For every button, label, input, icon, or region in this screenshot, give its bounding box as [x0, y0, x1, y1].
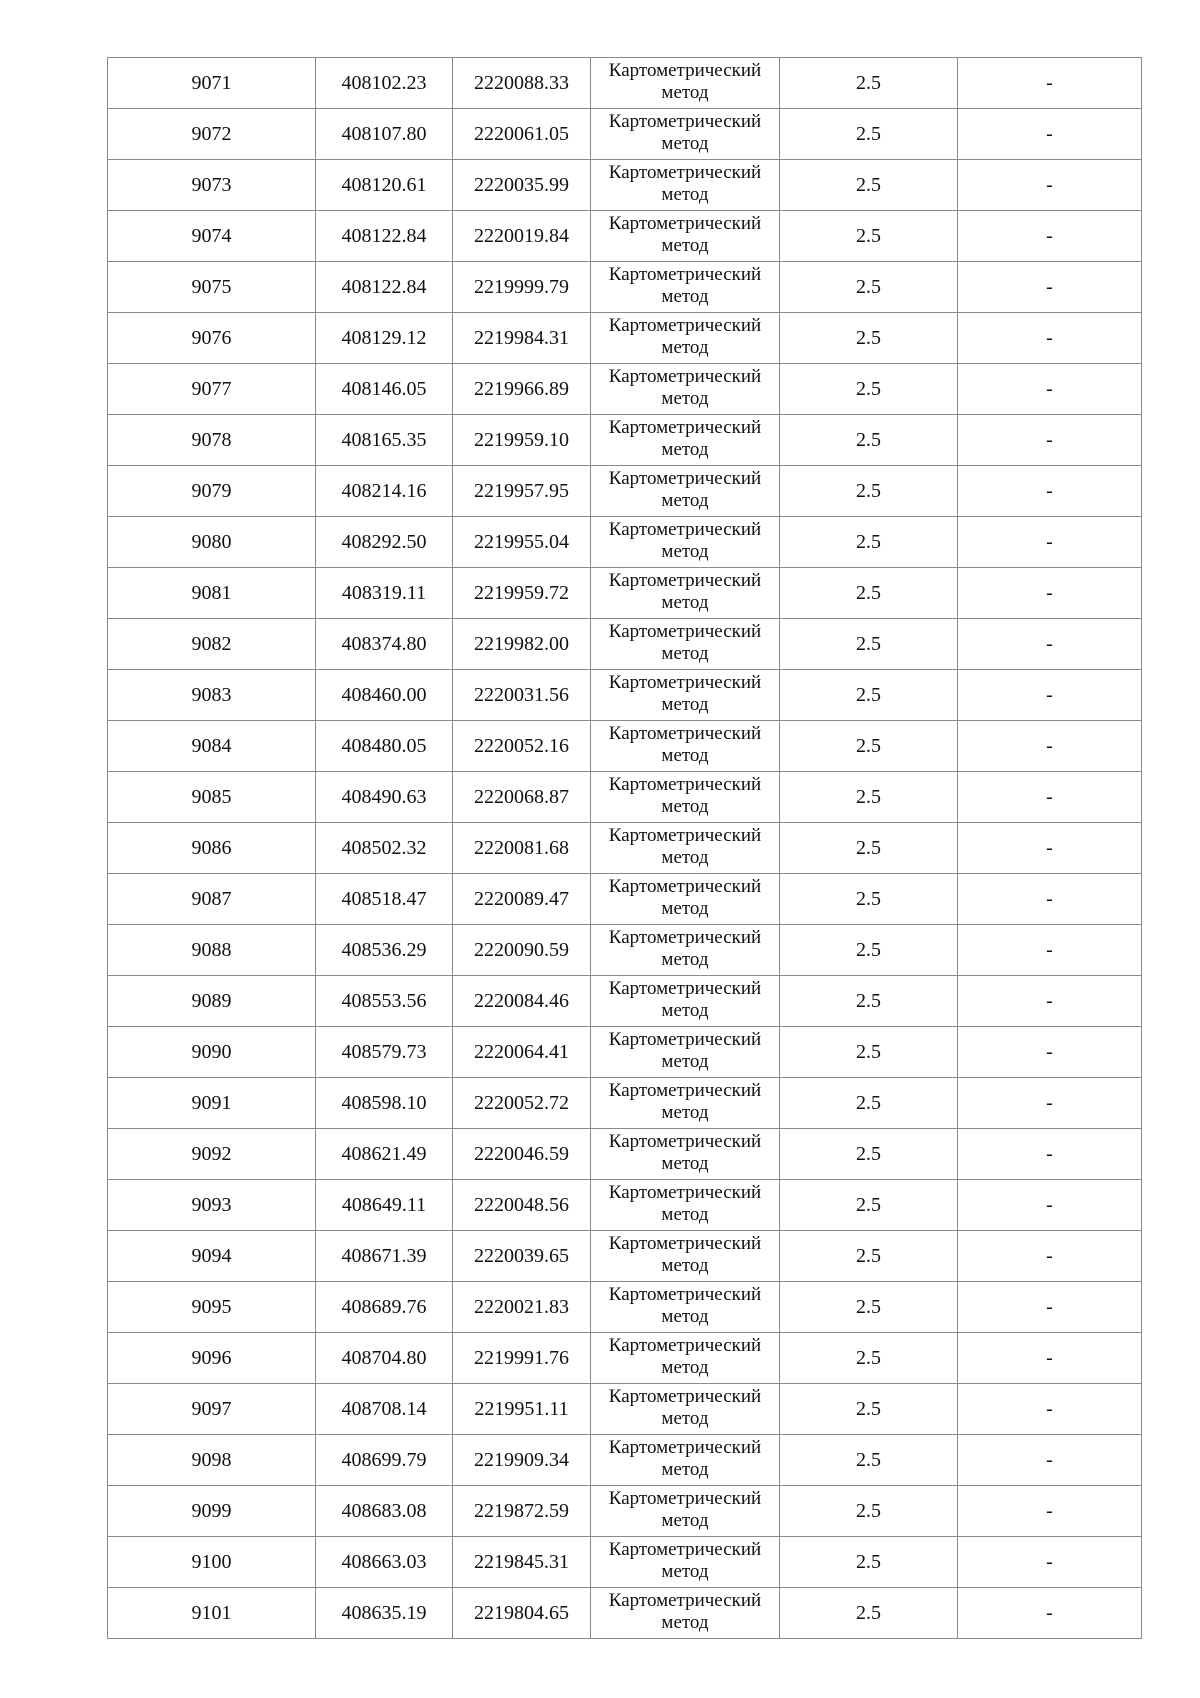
x-coordinate-cell: 408319.11	[316, 568, 453, 619]
method-line-1: Картометрический	[608, 60, 762, 81]
description-cell: -	[958, 313, 1142, 364]
table-row	[108, 874, 1142, 925]
method-line-1: Картометрический	[608, 1182, 762, 1203]
accuracy-cell: 2.5	[780, 1180, 958, 1231]
y-coordinate-cell: 2220090.59	[453, 925, 591, 976]
description-cell: -	[958, 619, 1142, 670]
method-line-1: Картометрический	[608, 621, 762, 642]
method-line-1: Картометрический	[608, 1233, 762, 1254]
point-number-cell: 9078	[108, 415, 316, 466]
description-cell: -	[958, 823, 1142, 874]
accuracy-cell: 2.5	[780, 1231, 958, 1282]
y-coordinate-cell: 2219966.89	[453, 364, 591, 415]
table-row	[108, 466, 1142, 517]
method-line-2: метод	[661, 949, 709, 970]
method-cell	[591, 517, 780, 568]
accuracy-cell: 2.5	[780, 1384, 958, 1435]
accuracy-cell: 2.5	[780, 619, 958, 670]
method-line-1: Картометрический	[608, 1386, 762, 1407]
method-line-2: метод	[661, 898, 709, 919]
y-coordinate-cell: 2220039.65	[453, 1231, 591, 1282]
x-coordinate-cell: 408165.35	[316, 415, 453, 466]
method-line-1: Картометрический	[608, 1080, 762, 1101]
table-row	[108, 823, 1142, 874]
method-line-2: метод	[661, 1612, 709, 1633]
method-cell	[591, 1231, 780, 1282]
accuracy-cell: 2.5	[780, 1027, 958, 1078]
x-coordinate-cell: 408536.29	[316, 925, 453, 976]
x-coordinate-cell: 408374.80	[316, 619, 453, 670]
point-number-cell: 9084	[108, 721, 316, 772]
point-number-cell: 9081	[108, 568, 316, 619]
method-line-2: метод	[661, 184, 709, 205]
point-number-cell: 9077	[108, 364, 316, 415]
accuracy-cell: 2.5	[780, 109, 958, 160]
description-cell: -	[958, 976, 1142, 1027]
accuracy-cell: 2.5	[780, 1333, 958, 1384]
x-coordinate-cell: 408663.03	[316, 1537, 453, 1588]
x-coordinate-cell: 408649.11	[316, 1180, 453, 1231]
point-number-cell: 9096	[108, 1333, 316, 1384]
method-line-1: Картометрический	[608, 723, 762, 744]
table-row	[108, 517, 1142, 568]
method-line-1: Картометрический	[608, 366, 762, 387]
method-line-2: метод	[661, 1204, 709, 1225]
point-number-cell: 9071	[108, 58, 316, 109]
accuracy-cell: 2.5	[780, 772, 958, 823]
method-line-2: метод	[661, 337, 709, 358]
method-line-2: метод	[661, 643, 709, 664]
table-row	[108, 670, 1142, 721]
x-coordinate-cell: 408689.76	[316, 1282, 453, 1333]
method-cell	[591, 1537, 780, 1588]
method-cell	[591, 1333, 780, 1384]
method-line-2: метод	[661, 1357, 709, 1378]
accuracy-cell: 2.5	[780, 58, 958, 109]
x-coordinate-cell: 408704.80	[316, 1333, 453, 1384]
x-coordinate-cell: 408122.84	[316, 211, 453, 262]
description-cell: -	[958, 1282, 1142, 1333]
x-coordinate-cell: 408502.32	[316, 823, 453, 874]
description-cell: -	[958, 1129, 1142, 1180]
accuracy-cell: 2.5	[780, 1129, 958, 1180]
method-cell	[591, 874, 780, 925]
accuracy-cell: 2.5	[780, 823, 958, 874]
method-cell	[591, 568, 780, 619]
method-line-1: Картометрический	[608, 417, 762, 438]
method-line-2: метод	[661, 1051, 709, 1072]
x-coordinate-cell: 408460.00	[316, 670, 453, 721]
table-row	[108, 1333, 1142, 1384]
description-cell: -	[958, 109, 1142, 160]
table-row	[108, 721, 1142, 772]
method-cell	[591, 1078, 780, 1129]
description-cell: -	[958, 1588, 1142, 1639]
description-cell: -	[958, 160, 1142, 211]
point-number-cell: 9080	[108, 517, 316, 568]
y-coordinate-cell: 2220046.59	[453, 1129, 591, 1180]
accuracy-cell: 2.5	[780, 517, 958, 568]
y-coordinate-cell: 2219951.11	[453, 1384, 591, 1435]
method-line-2: метод	[661, 1408, 709, 1429]
x-coordinate-cell: 408214.16	[316, 466, 453, 517]
description-cell: -	[958, 1435, 1142, 1486]
table-row	[108, 1078, 1142, 1129]
accuracy-cell: 2.5	[780, 1537, 958, 1588]
description-cell: -	[958, 1180, 1142, 1231]
y-coordinate-cell: 2219872.59	[453, 1486, 591, 1537]
point-number-cell: 9086	[108, 823, 316, 874]
accuracy-cell: 2.5	[780, 568, 958, 619]
method-cell	[591, 211, 780, 262]
method-cell	[591, 58, 780, 109]
coordinates-table	[107, 57, 1142, 1639]
y-coordinate-cell: 2219957.95	[453, 466, 591, 517]
x-coordinate-cell: 408621.49	[316, 1129, 453, 1180]
table-row	[108, 1435, 1142, 1486]
y-coordinate-cell: 2220019.84	[453, 211, 591, 262]
description-cell: -	[958, 517, 1142, 568]
y-coordinate-cell: 2220084.46	[453, 976, 591, 1027]
method-cell	[591, 772, 780, 823]
table-row	[108, 58, 1142, 109]
method-line-2: метод	[661, 286, 709, 307]
description-cell: -	[958, 1078, 1142, 1129]
point-number-cell: 9099	[108, 1486, 316, 1537]
point-number-cell: 9088	[108, 925, 316, 976]
accuracy-cell: 2.5	[780, 1078, 958, 1129]
table-row	[108, 415, 1142, 466]
method-line-1: Картометрический	[608, 825, 762, 846]
method-line-2: метод	[661, 1510, 709, 1531]
method-cell	[591, 1435, 780, 1486]
y-coordinate-cell: 2219982.00	[453, 619, 591, 670]
method-cell	[591, 1384, 780, 1435]
method-line-1: Картометрический	[608, 162, 762, 183]
y-coordinate-cell: 2220088.33	[453, 58, 591, 109]
y-coordinate-cell: 2219991.76	[453, 1333, 591, 1384]
accuracy-cell: 2.5	[780, 364, 958, 415]
description-cell: -	[958, 466, 1142, 517]
y-coordinate-cell: 2219909.34	[453, 1435, 591, 1486]
table-row	[108, 364, 1142, 415]
y-coordinate-cell: 2220061.05	[453, 109, 591, 160]
method-line-2: метод	[661, 1459, 709, 1480]
table-row	[108, 1537, 1142, 1588]
method-line-1: Картометрический	[608, 1284, 762, 1305]
x-coordinate-cell: 408490.63	[316, 772, 453, 823]
method-cell	[591, 262, 780, 313]
method-cell	[591, 1027, 780, 1078]
y-coordinate-cell: 2219845.31	[453, 1537, 591, 1588]
method-line-2: метод	[661, 1255, 709, 1276]
method-cell	[591, 1486, 780, 1537]
accuracy-cell: 2.5	[780, 874, 958, 925]
point-number-cell: 9092	[108, 1129, 316, 1180]
method-line-1: Картометрический	[608, 1539, 762, 1560]
table-row	[108, 1027, 1142, 1078]
description-cell: -	[958, 415, 1142, 466]
y-coordinate-cell: 2219999.79	[453, 262, 591, 313]
method-line-1: Картометрический	[608, 927, 762, 948]
y-coordinate-cell: 2220089.47	[453, 874, 591, 925]
x-coordinate-cell: 408699.79	[316, 1435, 453, 1486]
accuracy-cell: 2.5	[780, 160, 958, 211]
x-coordinate-cell: 408107.80	[316, 109, 453, 160]
point-number-cell: 9091	[108, 1078, 316, 1129]
method-cell	[591, 415, 780, 466]
y-coordinate-cell: 2220052.16	[453, 721, 591, 772]
x-coordinate-cell: 408292.50	[316, 517, 453, 568]
method-line-2: метод	[661, 490, 709, 511]
x-coordinate-cell: 408579.73	[316, 1027, 453, 1078]
y-coordinate-cell: 2219959.72	[453, 568, 591, 619]
point-number-cell: 9094	[108, 1231, 316, 1282]
point-number-cell: 9074	[108, 211, 316, 262]
method-line-2: метод	[661, 1561, 709, 1582]
y-coordinate-cell: 2220064.41	[453, 1027, 591, 1078]
method-line-2: метод	[661, 694, 709, 715]
point-number-cell: 9079	[108, 466, 316, 517]
method-cell	[591, 109, 780, 160]
method-cell	[591, 976, 780, 1027]
accuracy-cell: 2.5	[780, 262, 958, 313]
coordinates-table-body	[108, 58, 1142, 1639]
accuracy-cell: 2.5	[780, 721, 958, 772]
method-line-1: Картометрический	[608, 315, 762, 336]
x-coordinate-cell: 408122.84	[316, 262, 453, 313]
x-coordinate-cell: 408102.23	[316, 58, 453, 109]
method-line-1: Картометрический	[608, 519, 762, 540]
point-number-cell: 9101	[108, 1588, 316, 1639]
y-coordinate-cell: 2220081.68	[453, 823, 591, 874]
method-line-1: Картометрический	[608, 570, 762, 591]
description-cell: -	[958, 1333, 1142, 1384]
method-line-2: метод	[661, 439, 709, 460]
method-cell	[591, 721, 780, 772]
table-row	[108, 1282, 1142, 1333]
accuracy-cell: 2.5	[780, 211, 958, 262]
description-cell: -	[958, 1486, 1142, 1537]
table-row	[108, 262, 1142, 313]
method-line-2: метод	[661, 847, 709, 868]
y-coordinate-cell: 2220068.87	[453, 772, 591, 823]
method-line-2: метод	[661, 388, 709, 409]
method-cell	[591, 1180, 780, 1231]
method-line-2: метод	[661, 541, 709, 562]
method-line-1: Картометрический	[608, 111, 762, 132]
method-cell	[591, 313, 780, 364]
x-coordinate-cell: 408120.61	[316, 160, 453, 211]
x-coordinate-cell: 408635.19	[316, 1588, 453, 1639]
method-line-2: метод	[661, 1000, 709, 1021]
point-number-cell: 9082	[108, 619, 316, 670]
method-line-1: Картометрический	[608, 213, 762, 234]
table-row	[108, 160, 1142, 211]
table-row	[108, 109, 1142, 160]
description-cell: -	[958, 1384, 1142, 1435]
accuracy-cell: 2.5	[780, 976, 958, 1027]
method-cell	[591, 1282, 780, 1333]
description-cell: -	[958, 1027, 1142, 1078]
table-row	[108, 211, 1142, 262]
accuracy-cell: 2.5	[780, 466, 958, 517]
point-number-cell: 9087	[108, 874, 316, 925]
table-row	[108, 976, 1142, 1027]
y-coordinate-cell: 2220048.56	[453, 1180, 591, 1231]
point-number-cell: 9100	[108, 1537, 316, 1588]
point-number-cell: 9083	[108, 670, 316, 721]
y-coordinate-cell: 2219804.65	[453, 1588, 591, 1639]
method-line-2: метод	[661, 745, 709, 766]
x-coordinate-cell: 408480.05	[316, 721, 453, 772]
method-line-2: метод	[661, 1102, 709, 1123]
table-row	[108, 619, 1142, 670]
point-number-cell: 9072	[108, 109, 316, 160]
point-number-cell: 9073	[108, 160, 316, 211]
method-cell	[591, 925, 780, 976]
method-cell	[591, 823, 780, 874]
point-number-cell: 9089	[108, 976, 316, 1027]
method-line-1: Картометрический	[608, 1131, 762, 1152]
y-coordinate-cell: 2220035.99	[453, 160, 591, 211]
description-cell: -	[958, 1231, 1142, 1282]
y-coordinate-cell: 2219955.04	[453, 517, 591, 568]
method-line-2: метод	[661, 592, 709, 613]
point-number-cell: 9075	[108, 262, 316, 313]
table-row	[108, 1384, 1142, 1435]
y-coordinate-cell: 2220031.56	[453, 670, 591, 721]
y-coordinate-cell: 2220021.83	[453, 1282, 591, 1333]
description-cell: -	[958, 874, 1142, 925]
method-cell	[591, 670, 780, 721]
x-coordinate-cell: 408598.10	[316, 1078, 453, 1129]
method-cell	[591, 364, 780, 415]
description-cell: -	[958, 262, 1142, 313]
accuracy-cell: 2.5	[780, 1486, 958, 1537]
point-number-cell: 9076	[108, 313, 316, 364]
table-row	[108, 568, 1142, 619]
method-line-2: метод	[661, 82, 709, 103]
accuracy-cell: 2.5	[780, 313, 958, 364]
table-row	[108, 1180, 1142, 1231]
x-coordinate-cell: 408129.12	[316, 313, 453, 364]
description-cell: -	[958, 58, 1142, 109]
method-line-2: метод	[661, 1153, 709, 1174]
method-cell	[591, 160, 780, 211]
point-number-cell: 9090	[108, 1027, 316, 1078]
table-row	[108, 1588, 1142, 1639]
method-line-2: метод	[661, 133, 709, 154]
table-row	[108, 925, 1142, 976]
x-coordinate-cell: 408708.14	[316, 1384, 453, 1435]
table-row	[108, 1129, 1142, 1180]
method-line-1: Картометрический	[608, 672, 762, 693]
method-line-1: Картометрический	[608, 1590, 762, 1611]
x-coordinate-cell: 408683.08	[316, 1486, 453, 1537]
method-line-2: метод	[661, 796, 709, 817]
table-row	[108, 1486, 1142, 1537]
method-cell	[591, 619, 780, 670]
table-row	[108, 772, 1142, 823]
method-line-1: Картометрический	[608, 1488, 762, 1509]
point-number-cell: 9093	[108, 1180, 316, 1231]
method-cell	[591, 1588, 780, 1639]
table-row	[108, 1231, 1142, 1282]
accuracy-cell: 2.5	[780, 925, 958, 976]
accuracy-cell: 2.5	[780, 415, 958, 466]
method-line-1: Картометрический	[608, 468, 762, 489]
point-number-cell: 9098	[108, 1435, 316, 1486]
description-cell: -	[958, 721, 1142, 772]
method-line-2: метод	[661, 1306, 709, 1327]
description-cell: -	[958, 364, 1142, 415]
method-line-1: Картометрический	[608, 774, 762, 795]
accuracy-cell: 2.5	[780, 1435, 958, 1486]
description-cell: -	[958, 772, 1142, 823]
description-cell: -	[958, 1537, 1142, 1588]
y-coordinate-cell: 2219959.10	[453, 415, 591, 466]
method-line-1: Картометрический	[608, 1437, 762, 1458]
description-cell: -	[958, 568, 1142, 619]
method-cell	[591, 1129, 780, 1180]
point-number-cell: 9097	[108, 1384, 316, 1435]
accuracy-cell: 2.5	[780, 1282, 958, 1333]
method-line-1: Картометрический	[608, 978, 762, 999]
point-number-cell: 9085	[108, 772, 316, 823]
x-coordinate-cell: 408518.47	[316, 874, 453, 925]
method-line-1: Картометрический	[608, 264, 762, 285]
x-coordinate-cell: 408553.56	[316, 976, 453, 1027]
point-number-cell: 9095	[108, 1282, 316, 1333]
method-line-2: метод	[661, 235, 709, 256]
table-row	[108, 313, 1142, 364]
y-coordinate-cell: 2220052.72	[453, 1078, 591, 1129]
accuracy-cell: 2.5	[780, 1588, 958, 1639]
x-coordinate-cell: 408671.39	[316, 1231, 453, 1282]
method-cell	[591, 466, 780, 517]
method-line-1: Картометрический	[608, 1029, 762, 1050]
description-cell: -	[958, 211, 1142, 262]
x-coordinate-cell: 408146.05	[316, 364, 453, 415]
description-cell: -	[958, 925, 1142, 976]
accuracy-cell: 2.5	[780, 670, 958, 721]
method-line-1: Картометрический	[608, 1335, 762, 1356]
y-coordinate-cell: 2219984.31	[453, 313, 591, 364]
description-cell: -	[958, 670, 1142, 721]
method-line-1: Картометрический	[608, 876, 762, 897]
